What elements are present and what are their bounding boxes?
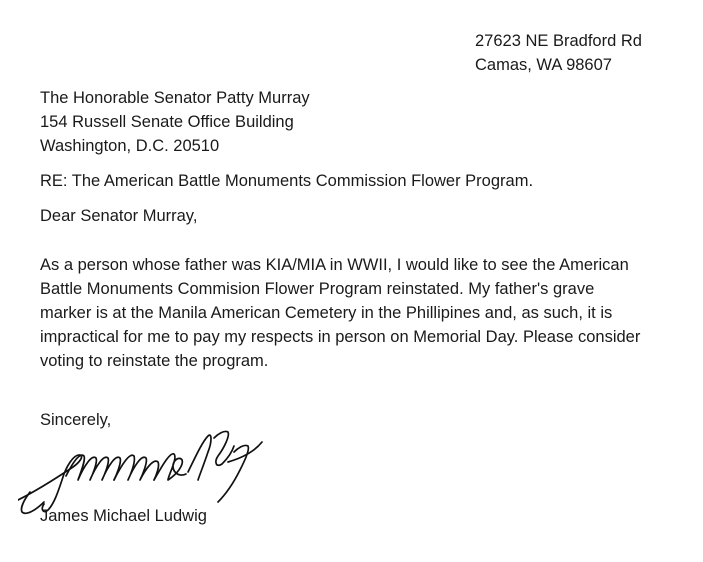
sender-city-state-zip: Camas, WA 98607 (475, 56, 612, 74)
body-line: voting to reinstate the program. (40, 352, 269, 370)
body-line: marker is at the Manila American Cemetery in the Phillipines and, as such, it is (40, 304, 613, 322)
salutation: Dear Senator Murray, (40, 207, 198, 225)
body-line: impractical for me to pay my respects in person on Memorial Day. Please consider (40, 328, 641, 346)
body-line: Battle Monuments Commision Flower Program reinstated. My father's grave (40, 280, 595, 298)
recipient-city-state-zip: Washington, D.C. 20510 (40, 137, 220, 155)
signer-name: James Michael Ludwig (40, 507, 207, 525)
subject-line: RE: The American Battle Monuments Commission Flower Program. (40, 172, 534, 190)
closing: Sincerely, (40, 411, 112, 429)
recipient-office: 154 Russell Senate Office Building (40, 113, 294, 131)
recipient-name: The Honorable Senator Patty Murray (40, 89, 310, 107)
body-line: As a person whose father was KIA/MIA in WWII, I would like to see the American (40, 256, 629, 274)
sender-street: 27623 NE Bradford Rd (475, 32, 642, 50)
